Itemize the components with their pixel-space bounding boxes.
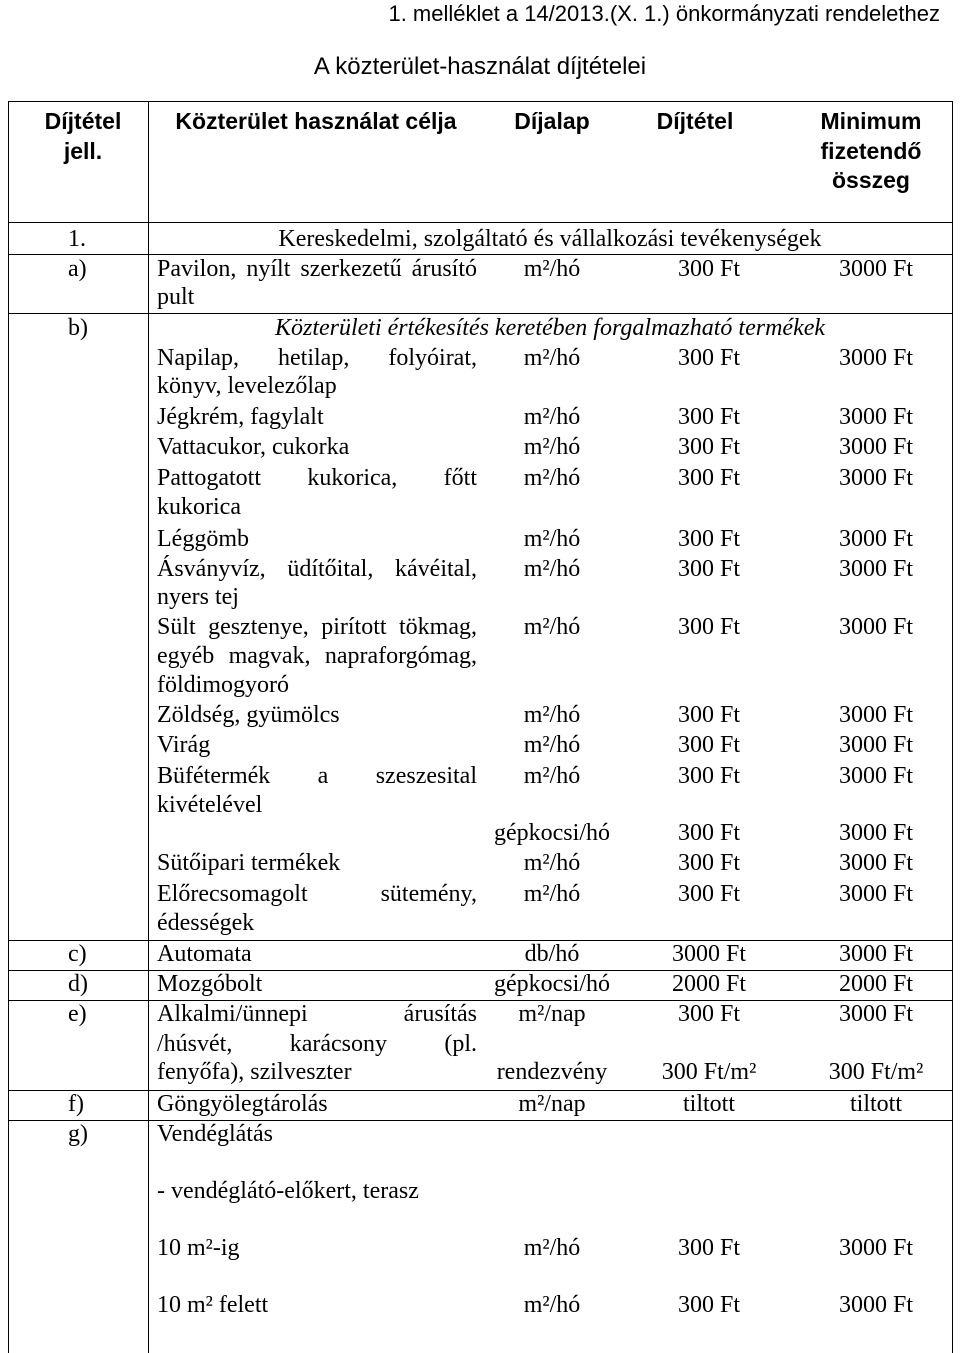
product-rate: 300 Ft — [677, 732, 740, 758]
row-e-label: Alkalmi/ünnepi árusítás — [157, 1001, 477, 1027]
product-label: Zöldség, gyümölcs — [157, 702, 340, 728]
row-a-label: Pavilon, nyílt szerkezetű árusító — [157, 256, 477, 282]
row-e-label: fenyőfa), szilveszter — [157, 1059, 352, 1085]
product-rate: 300 Ft — [677, 614, 740, 640]
row-f-code: f) — [68, 1091, 84, 1117]
product-label: édességek — [157, 910, 255, 936]
section-number: 1. — [68, 226, 86, 252]
document-title: A közterület-használat díjtételei — [313, 53, 647, 80]
product-label: Előrecsomagolt sütemény, — [157, 881, 477, 907]
product-minimum: 3000 Ft — [838, 850, 913, 876]
product-label: Büfétermék a szeszesital — [157, 763, 477, 789]
product-label: földimogyoró — [157, 672, 289, 698]
row-f-minimum: tiltott — [849, 1091, 902, 1117]
row-c-rate: 3000 Ft — [671, 941, 746, 967]
table-rule — [8, 222, 953, 223]
table-border-left — [8, 101, 9, 1353]
product-label: egyéb magvak, napraforgómag, — [157, 643, 477, 669]
product-label: Ásványvíz, üdítőital, kávéital, — [157, 556, 477, 582]
row-b-heading: Közterületi értékesítés keretében forgalmazható termékek — [274, 315, 826, 341]
row-g-label: Vendéglátás — [157, 1121, 273, 1147]
product-basis: m²/hó — [523, 881, 581, 907]
row-d-code: d) — [68, 971, 88, 997]
row-e-label: /húsvét, karácsony (pl. — [157, 1031, 477, 1057]
header-code: Díjtétel jell. — [44, 108, 122, 164]
row-a-code: a) — [68, 256, 87, 282]
product-basis: m²/hó — [523, 702, 581, 728]
row-e-minimum: 300 Ft/m² — [828, 1059, 924, 1085]
product-minimum: 3000 Ft — [838, 404, 913, 430]
product-rate: 300 Ft — [677, 345, 740, 371]
row-c-minimum: 3000 Ft — [838, 941, 913, 967]
product-label: Napilap, hetilap, folyóirat, — [157, 345, 477, 371]
product-label: Jégkrém, fagylalt — [157, 404, 324, 430]
product-label: Sült gesztenye, pirított tökmag, — [157, 614, 477, 640]
product-rate: 300 Ft — [677, 820, 740, 846]
terrace-size-label: 10 m² felett — [157, 1292, 269, 1318]
product-basis: gépkocsi/hó — [494, 820, 610, 846]
row-e-minimum: 3000 Ft — [838, 1001, 913, 1027]
terrace-minimum: 3000 Ft — [838, 1235, 913, 1261]
product-basis: m²/hó — [523, 345, 581, 371]
product-rate: 300 Ft — [677, 850, 740, 876]
product-minimum: 3000 Ft — [838, 820, 913, 846]
product-label: könyv, levelezőlap — [157, 373, 337, 399]
product-basis: m²/hó — [523, 404, 581, 430]
row-d-rate: 2000 Ft — [671, 971, 746, 997]
row-d-basis: gépkocsi/hó — [494, 971, 610, 997]
product-basis: m²/hó — [523, 434, 581, 460]
row-g-code: g) — [68, 1121, 88, 1147]
annex-reference: 1. melléklet a 14/2013.(X. 1.) önkormányzati rendelethez — [388, 1, 940, 26]
product-label: Pattogatott kukorica, főtt — [157, 465, 477, 491]
product-rate: 300 Ft — [677, 404, 740, 430]
product-basis: m²/hó — [523, 614, 581, 640]
row-a-rate: 300 Ft — [677, 256, 740, 282]
product-rate: 300 Ft — [677, 556, 740, 582]
row-b-code: b) — [68, 315, 88, 341]
product-label: nyers tej — [157, 584, 239, 610]
table-border-right — [952, 101, 953, 1353]
product-rate: 300 Ft — [677, 434, 740, 460]
terrace-basis: m²/hó — [523, 1235, 581, 1261]
row-g-subheading: - vendéglátó-előkert, terasz — [157, 1178, 419, 1204]
product-minimum: 3000 Ft — [838, 434, 913, 460]
row-f-basis: m²/nap — [518, 1091, 586, 1117]
header-purpose: Közterület használat célja — [175, 108, 457, 134]
column-divider — [148, 101, 149, 1353]
product-rate: 300 Ft — [677, 881, 740, 907]
product-label: Léggömb — [157, 526, 249, 552]
product-minimum: 3000 Ft — [838, 345, 913, 371]
table-rule — [8, 101, 953, 102]
row-f-rate: tiltott — [682, 1091, 735, 1117]
row-e-basis: rendezvény — [496, 1059, 608, 1085]
product-basis: m²/hó — [523, 850, 581, 876]
section-title: Kereskedelmi, szolgáltató és vállalkozási tevékenységek — [278, 226, 822, 252]
row-d-minimum: 2000 Ft — [838, 971, 913, 997]
product-label: kukorica — [157, 494, 241, 520]
header-basis: Díjalap — [514, 108, 590, 134]
product-basis: m²/hó — [523, 465, 581, 491]
product-basis: m²/hó — [523, 763, 581, 789]
product-label: Virág — [157, 732, 211, 758]
product-label: kivételével — [157, 792, 263, 818]
product-minimum: 3000 Ft — [838, 526, 913, 552]
product-minimum: 3000 Ft — [838, 702, 913, 728]
product-basis: m²/hó — [523, 556, 581, 582]
terrace-rate: 300 Ft — [677, 1292, 740, 1318]
product-minimum: 3000 Ft — [838, 556, 913, 582]
product-minimum: 3000 Ft — [838, 763, 913, 789]
header-rate: Díjtétel — [656, 108, 734, 134]
row-e-rate: 300 Ft — [677, 1001, 740, 1027]
terrace-rate: 300 Ft — [677, 1235, 740, 1261]
row-a-basis: m²/hó — [523, 256, 581, 282]
table-rule — [8, 1120, 953, 1121]
product-rate: 300 Ft — [677, 763, 740, 789]
product-basis: m²/hó — [523, 732, 581, 758]
product-minimum: 3000 Ft — [838, 881, 913, 907]
row-e-code: e) — [68, 1001, 87, 1027]
row-c-label: Automata — [157, 941, 252, 967]
product-label: Vattacukor, cukorka — [157, 434, 350, 460]
row-d-label: Mozgóbolt — [157, 971, 263, 997]
row-a-label: pult — [157, 284, 195, 310]
terrace-minimum: 3000 Ft — [838, 1292, 913, 1318]
product-minimum: 3000 Ft — [838, 614, 913, 640]
product-minimum: 3000 Ft — [838, 732, 913, 758]
product-basis: m²/hó — [523, 526, 581, 552]
row-c-basis: db/hó — [524, 941, 580, 967]
header-minimum: Minimum fizetendő összeg — [820, 108, 922, 193]
product-rate: 300 Ft — [677, 465, 740, 491]
row-f-label: Göngyölegtárolás — [157, 1091, 328, 1117]
terrace-size-label: 10 m²-ig — [157, 1235, 240, 1261]
row-a-minimum: 3000 Ft — [838, 256, 913, 282]
row-c-code: c) — [68, 941, 87, 967]
row-e-rate: 300 Ft/m² — [661, 1059, 757, 1085]
row-e-basis: m²/nap — [518, 1001, 586, 1027]
product-rate: 300 Ft — [677, 526, 740, 552]
product-label: Sütőipari termékek — [157, 850, 341, 876]
product-minimum: 3000 Ft — [838, 465, 913, 491]
product-rate: 300 Ft — [677, 702, 740, 728]
terrace-basis: m²/hó — [523, 1292, 581, 1318]
